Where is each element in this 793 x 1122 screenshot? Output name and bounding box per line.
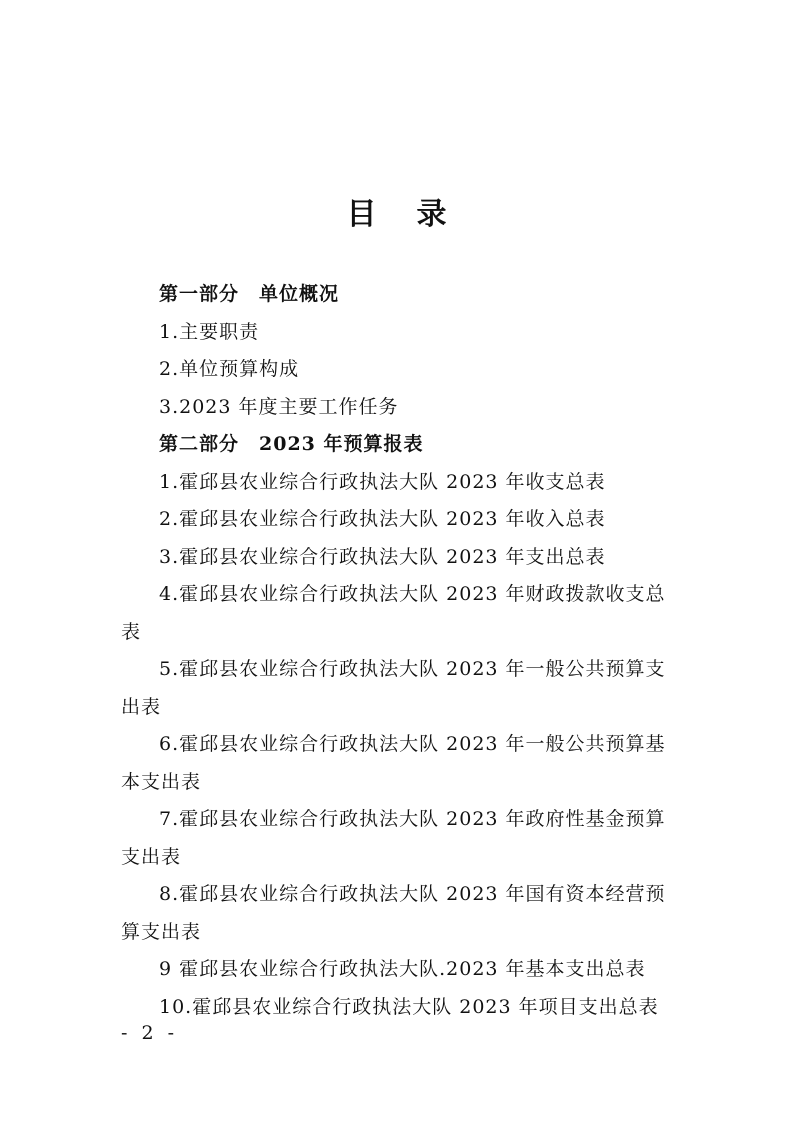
table-of-contents [121,276,681,1026]
toc-item[interactable]: 3.霍邱县农业综合行政执法大队 2023 年支出总表 [159,545,606,568]
toc-item[interactable]: 7.霍邱县农业综合行政执法大队 2023 年政府性基金预算支出表 [121,808,666,868]
toc-item[interactable]: 5.霍邱县农业综合行政执法大队 2023 年一般公共预算支出表 [121,658,666,718]
page-number: - 2 - [121,1022,179,1044]
toc-item[interactable]: 6.霍邱县农业综合行政执法大队 2023 年一般公共预算基本支出表 [121,733,666,793]
toc-part-2-heading[interactable]: 第二部分 2023 年预算报表 [159,433,424,455]
toc-item[interactable]: 9 霍邱县农业综合行政执法大队.2023 年基本支出总表 [159,958,646,980]
page-title: 目录 [346,197,487,232]
toc-part-1-heading[interactable]: 第一部分 单位概况 [159,283,340,305]
toc-item[interactable]: 10.霍邱县农业综合行政执法大队 2023 年项目支出总表 [159,995,659,1018]
toc-item[interactable]: 2.单位预算构成 [159,358,300,380]
toc-item[interactable]: 3.2023 年度主要工作任务 [159,395,399,418]
toc-item[interactable]: 2.霍邱县农业综合行政执法大队 2023 年收入总表 [159,508,606,530]
toc-item[interactable]: 8.霍邱县农业综合行政执法大队 2023 年国有资本经营预算支出表 [121,883,666,943]
toc-item[interactable]: 4.霍邱县农业综合行政执法大队 2023 年财政拨款收支总表 [121,583,666,643]
toc-item[interactable]: 1.霍邱县农业综合行政执法大队 2023 年收支总表 [159,470,606,493]
toc-item[interactable]: 1.主要职责 [159,320,260,343]
